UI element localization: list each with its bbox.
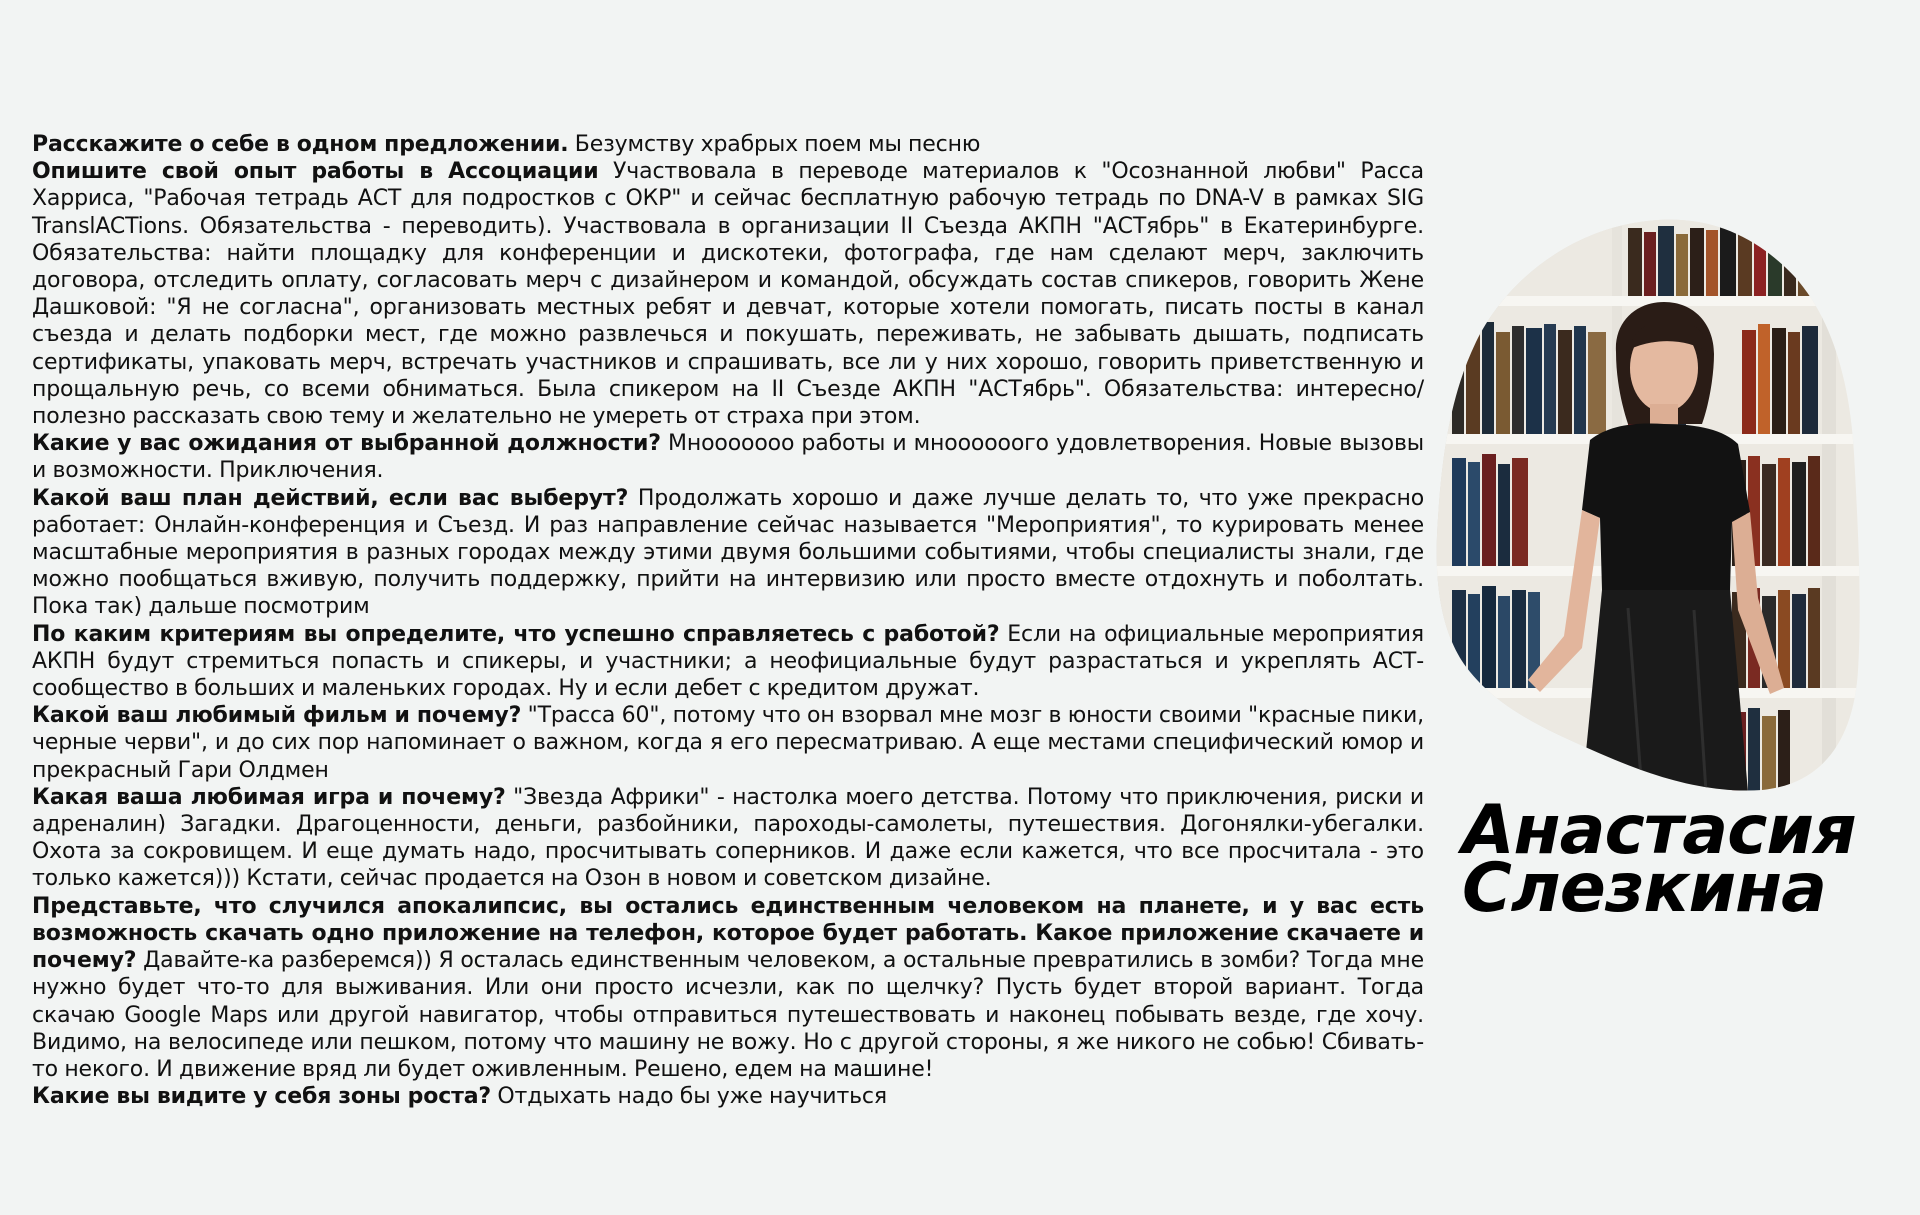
question: Какой ваш план действий, если вас выберут? (32, 485, 629, 511)
answer: Если на официальные мероприятия АКПН будут стремиться попасть и спикеры, и участники; а неофициальные будут разрастаться и укреплять АСТ-сообщество в больших и маленьких городах. Ну и если дебет с кредитом дружат. (32, 621, 1424, 702)
answer: "Звезда Африки" - настолка моего детства. Потому что приключения, риски и адреналин) Загадки. Драгоценности, деньги, разбойники, пароходы-самолеты, путешествия. Догонялки-убегалки. Охота за сокровищем. И еще думать надо, просчитывать соперников. И даже если кажется, что все просчитала - это только кажется))) Кстати, сейчас продается на Озон в новом и советском дизайне. (32, 784, 1424, 892)
qa-item (32, 1083, 1424, 1110)
qa-item (32, 784, 1424, 893)
qa-item (32, 485, 1424, 621)
first-name: Анастасия (1462, 791, 1856, 870)
answer: Участвовала в переводе материалов к "Осознанной любви" Расса Харриса, "Рабочая тетрадь АСТ для подростков с ОКР" и сейчас бесплатную рабочую тетрадь по DNA-V в рамках SIG TranslACTions. Обязательства - переводить). Участвовала в организации II Съезда АКПН "АСТябрь" в Екатеринбурге. Обязательства: найти площадку для конференции и дискотеки, фотографа, где нам сделают мерч, заключить договора, отследить оплату, согласовать мерч с дизайнером и командой, обсуждать состав спикеров, говорить Жене Дашковой: "Я не согласна", организовать местных ребят и девчат, которые хотели помогать, писать посты в канал съезда и делать подборки мест, где можно развлечься и покушать, переживать, не забывать дышать, подписать сертификаты, упаковать мерч, встречать участников и спрашивать, все ли у них хорошо, говорить приветственную и прощальную речь, со всеми обниматься. Была спикером на II Съезде АКПН "АСТябрь". Обязательства: интересно/полезно рассказать свою тему и желательно не умереть от страха при этом. (32, 159, 1424, 430)
qa-item (32, 131, 1424, 158)
question: По каким критериям вы определите, что успешно справляетесь с работой? (32, 621, 1000, 647)
answer: Давайте-ка разберемся)) Я осталась единственным человеком, а остальные превратились в зомби? Тогда мне нужно будет что-то для выживания. Или они просто исчезли, как по щелчку? Пусть будет второй вариант. Тогда скачаю Google Maps или другой навигатор, чтобы отправиться путешествовать и наконец побывать везде, где хочу. Видимо, на велосипеде или пешком, потому что машину не вожу. Но с другой стороны, я же никого не собью! Сбивать-то некого. И движение вряд ли будет оживленным. Решено, едем на машине! (32, 948, 1424, 1082)
question: Представьте, что случился апокалипсис, вы остались единственным человеком на планете, и у вас есть возможность скачать одно приложение на телефон, которое будет работать. Какое приложение скачаете и почему? (32, 893, 1424, 974)
question: Какой ваш любимый фильм и почему? (32, 703, 522, 729)
question: Опишите свой опыт работы в Ассоциации (32, 159, 599, 185)
answer: Отдыхать надо бы уже научиться (497, 1084, 887, 1110)
answer: "Трасса 60", потому что он взорвал мне мозг в юности своими "красные пики, черные черви", и до сих пор напоминает о важном, когда я его пересматриваю. А еще местами специфический юмор и прекрасный Гари Олдмен (32, 703, 1424, 783)
question: Какие вы видите у себя зоны роста? (32, 1084, 492, 1110)
qa-item (32, 621, 1424, 703)
answer: Продолжать хорошо и даже лучше делать то, что уже прекрасно работает: Онлайн-конференция и Съезд. И раз направление сейчас называется "Мероприятия", то курировать менее масштабные мероприятия в разных городах между этими двумя большими событиями, чтобы специалисты знали, где можно пообщаться вживую, получить поддержку, прийти на интервизию или просто вместе отдохнуть и поболтать. Пока так) дальше посмотрим (32, 485, 1425, 620)
answer: Безумству храбрых поем мы песню (574, 132, 981, 157)
qa-item (32, 893, 1424, 1083)
qa-item (32, 430, 1424, 484)
question: Какая ваша любимая игра и почему? (32, 784, 506, 810)
portrait-photo (1432, 218, 1872, 792)
answer: Мнооооооо работы и мноооооого удовлетворения. Новые вызовы и возможности. Приключения. (32, 431, 1424, 484)
qa-item (32, 702, 1424, 784)
last-name: Слезкина (1462, 849, 1827, 928)
qa-text-block (32, 131, 1424, 1110)
person-name (1462, 791, 1902, 928)
qa-item (32, 158, 1424, 430)
question: Какие у вас ожидания от выбранной должности? (32, 431, 661, 457)
question: Расскажите о себе в одном предложении. (32, 132, 569, 157)
